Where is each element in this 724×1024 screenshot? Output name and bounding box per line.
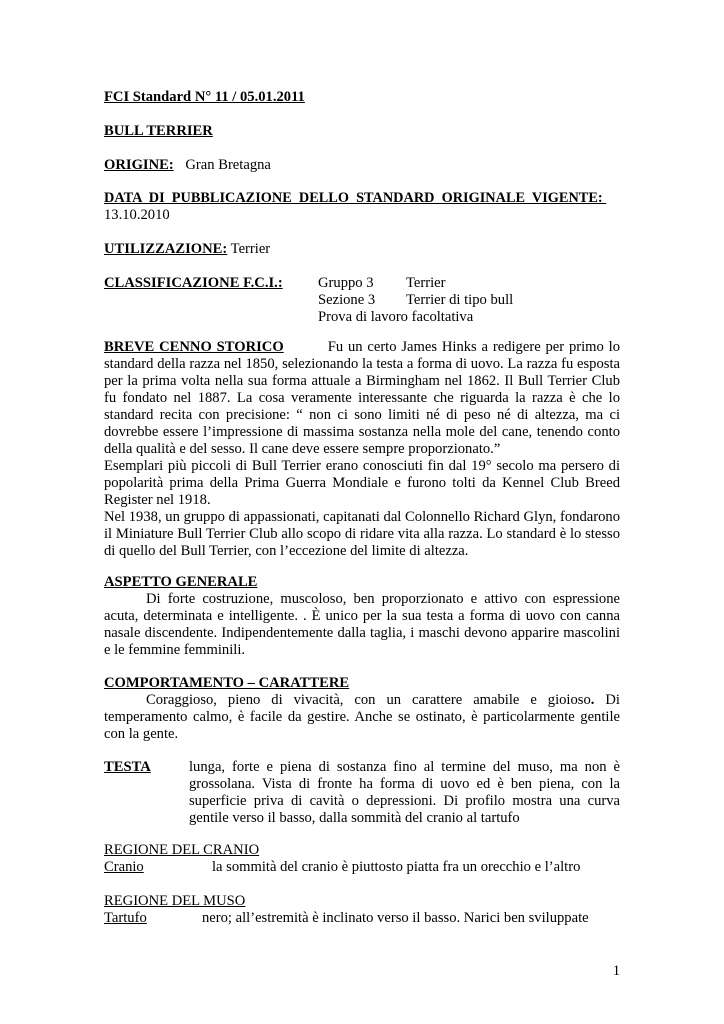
origin-value: Gran Bretagna	[185, 157, 271, 173]
class-group-name: Terrier	[406, 275, 446, 291]
general-heading: ASPETTO GENERALE	[104, 574, 258, 590]
standard-number: FCI Standard N° 11 / 05.01.2011	[104, 89, 305, 105]
behaviour-heading: COMPORTAMENTO – CARATTERE	[104, 675, 350, 691]
class-section: Sezione 3	[318, 292, 376, 308]
history-text-1: Fu un certo James Hinks a redigere per primo lo standard della razza nel 1850, selezionando la testa a forma di uovo. La razza fu esposta per la prima volta nella sua forma attuale a Birmingham nel 1862. Il Bull Terrier Club fu fondato nel 1887. La cosa veramente interessante che riguarda la razza è che lo standard recita con precisione: “ non ci sono limiti né di peso né di altezza, ma ci dovrebbe essere l’impressione di massima sostanza nella mole del cane, tenendo conto della qualità e del sesso. Il cane deve essere sempre proporzionato.”	[104, 339, 621, 457]
class-working-trial: Prova di lavoro facoltativa	[318, 309, 474, 325]
history-paragraph-1	[104, 339, 620, 458]
breed-title: BULL TERRIER	[104, 123, 213, 139]
nose-text: nero; all’estremità è inclinato verso il basso. Narici ben sviluppate	[202, 910, 589, 926]
head-heading: TESTA	[104, 759, 151, 775]
page-number: 1	[612, 963, 620, 979]
general-section	[104, 574, 620, 659]
class-section-name: Terrier di tipo bull	[406, 292, 514, 308]
cranial-heading: REGIONE DEL CRANIO	[104, 842, 260, 858]
behaviour-text-a: Coraggioso, pieno di vivacità, con un carattere amabile e gioioso	[146, 692, 591, 708]
history-section	[104, 339, 620, 560]
behaviour-text-dot: .	[590, 692, 595, 708]
classification-block	[104, 275, 620, 327]
history-heading: BREVE CENNO STORICO	[104, 339, 284, 355]
head-text: lunga, forte e piena di sostanza fino al termine del muso, ma non è grossolana. Vista di fronte ha forma di uovo ed è ben piena, con la superficie priva di cavità o depressioni. Di profilo mostra una curva gentile verso il basso, dalla sommità del cranio al tartufo	[189, 759, 620, 826]
class-group: Gruppo 3	[318, 275, 374, 291]
behaviour-text	[104, 692, 620, 743]
origin-line	[104, 157, 271, 174]
cranium-label: Cranio	[104, 859, 144, 875]
history-paragraph-2: Esemplari più piccoli di Bull Terrier erano conosciuti fin dal 19° secolo ma persero di popolarità prima della Prima Guerra Mondiale e furono tolti da Kennel Club Breed Register nel 1918.	[104, 458, 620, 508]
usage-value: Terrier	[230, 241, 271, 257]
publication-block	[104, 190, 620, 224]
usage-line	[104, 241, 270, 258]
classification-label: CLASSIFICAZIONE F.C.I.:	[104, 275, 283, 291]
publication-label: DATA DI PUBBLICAZIONE DELLO STANDARD ORIGINALE VIGENTE:	[104, 190, 607, 206]
nose-label: Tartufo	[104, 910, 147, 926]
head-section	[104, 759, 620, 829]
behaviour-section	[104, 675, 620, 743]
publication-value: 13.10.2010	[104, 207, 170, 223]
usage-label: UTILIZZAZIONE:	[104, 241, 228, 257]
origin-label: ORIGINE:	[104, 157, 174, 173]
cranium-text: la sommità del cranio è piuttosto piatta fra un orecchio e l’altro	[212, 859, 581, 875]
behaviour-text-b: Di temperamento calmo, è facile da gestire. Anche se ostinato, è particolarmente gentile con la gente.	[104, 692, 620, 742]
muzzle-heading: REGIONE DEL MUSO	[104, 893, 246, 909]
cranial-section	[104, 842, 620, 876]
history-paragraph-3: Nel 1938, un gruppo di appassionati, capitanati dal Colonnello Richard Glyn, fondarono il Miniature Bull Terrier Club allo scopo di ridare vita alla razza. Lo standard è lo stesso di quello del Bull Terrier, con l’eccezione del limite di altezza.	[104, 509, 620, 559]
general-text: Di forte costruzione, muscoloso, ben proporzionato e attivo con espressione acuta, determinata e intelligente. . È unico per la sua testa a forma di uovo con canna nasale discendente. Indipendentemente dalla taglia, i maschi devono apparire mascolini e le femmine femminili.	[104, 591, 620, 658]
muzzle-section	[104, 893, 620, 927]
